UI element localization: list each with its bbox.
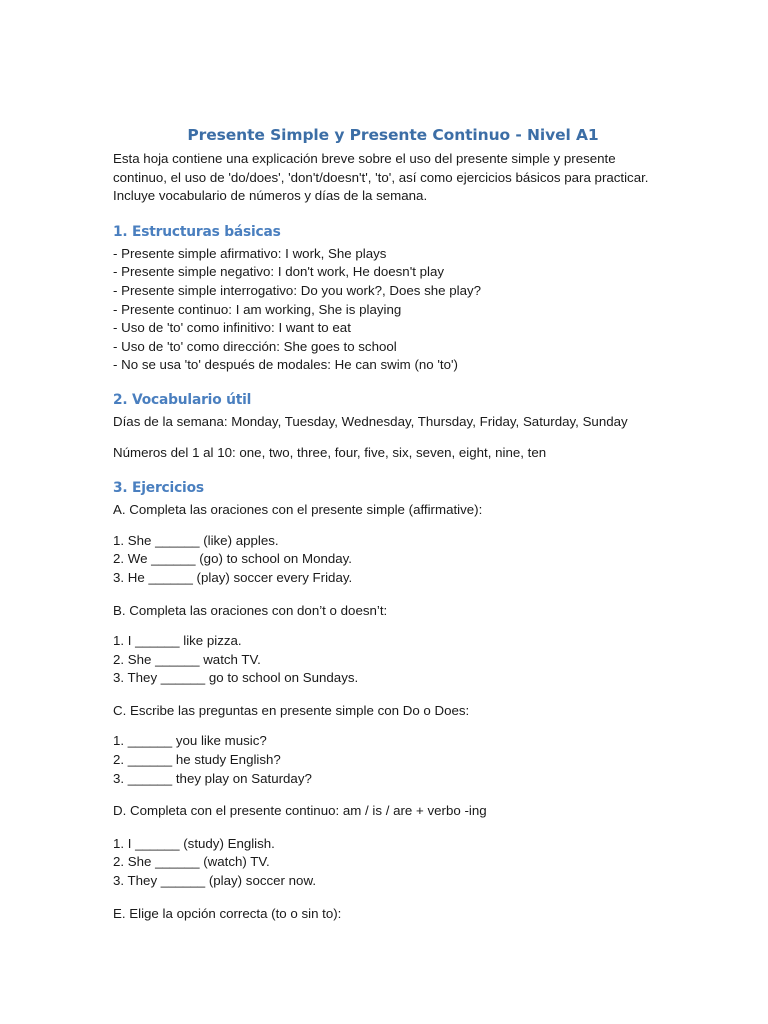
exercise-item: 1. ______ you like music? — [113, 733, 267, 749]
list-item: - Presente simple afirmativo: I work, She plays — [113, 245, 387, 261]
exercise-item: 3. They ______ go to school on Sundays. — [113, 670, 359, 686]
numbers-line: Números del 1 al 10: one, two, three, four, five, six, seven, eight, nine, ten — [113, 444, 547, 460]
list-item: - Uso de 'to' como infinitivo: I want to eat — [113, 320, 351, 336]
list-item: - Presente simple interrogativo: Do you work?, Does she play? — [113, 282, 482, 298]
exercise-item: 1. She ______ (like) apples. — [113, 532, 279, 548]
days-line: Días de la semana: Monday, Tuesday, Wednesday, Thursday, Friday, Saturday, Sunday — [113, 413, 628, 429]
list-item: - No se usa 'to' después de modales: He can swim (no 'to') — [113, 357, 458, 373]
section-heading-estructuras: 1. Estructuras básicas — [113, 223, 281, 240]
structures-list — [113, 245, 673, 375]
exercise-d-list — [113, 835, 673, 891]
exercise-item: 2. ______ he study English? — [113, 752, 281, 768]
exercise-e-instruction: E. Elige la opción correcta (to o sin to): — [113, 905, 342, 921]
exercise-item: 1. I ______ like pizza. — [113, 633, 242, 649]
document-title: Presente Simple y Presente Continuo - Nivel A1 — [187, 126, 599, 144]
section-heading-ejercicios: 3. Ejercicios — [113, 480, 204, 497]
document-page — [113, 124, 673, 923]
exercise-c-instruction: C. Escribe las preguntas en presente simple con Do o Does: — [113, 702, 470, 718]
exercise-item: 2. She ______ (watch) TV. — [113, 854, 270, 870]
exercise-item: 2. She ______ watch TV. — [113, 651, 261, 667]
exercise-item: 1. I ______ (study) English. — [113, 835, 275, 851]
exercise-item: 2. We ______ (go) to school on Monday. — [113, 551, 352, 567]
exercise-item: 3. He ______ (play) soccer every Friday. — [113, 569, 353, 585]
exercise-a-list — [113, 532, 673, 588]
exercise-item: 3. They ______ (play) soccer now. — [113, 873, 317, 889]
list-item: - Presente simple negativo: I don't work, He doesn't play — [113, 264, 445, 280]
list-item: - Uso de 'to' como dirección: She goes to school — [113, 338, 397, 354]
exercise-item: 3. ______ they play on Saturday? — [113, 770, 312, 786]
section-heading-vocabulario: 2. Vocabulario útil — [113, 391, 252, 408]
exercise-a-instruction: A. Completa las oraciones con el presente simple (affirmative): — [113, 502, 483, 518]
exercise-b-list — [113, 632, 673, 688]
list-item: - Presente continuo: I am working, She is playing — [113, 301, 402, 317]
exercise-b-instruction: B. Completa las oraciones con don’t o doesn’t: — [113, 602, 388, 618]
exercise-c-list — [113, 732, 673, 788]
intro-paragraph: Esta hoja contiene una explicación breve sobre el uso del presente simple y presente continuo, el uso de 'do/does', 'don't/doesn't', 'to', así como ejercicios básicos para practicar. Incluye vocabulario de números y días de la semana. — [113, 151, 649, 204]
exercise-d-instruction: D. Completa con el presente continuo: am / is / are + verbo -ing — [113, 803, 487, 819]
